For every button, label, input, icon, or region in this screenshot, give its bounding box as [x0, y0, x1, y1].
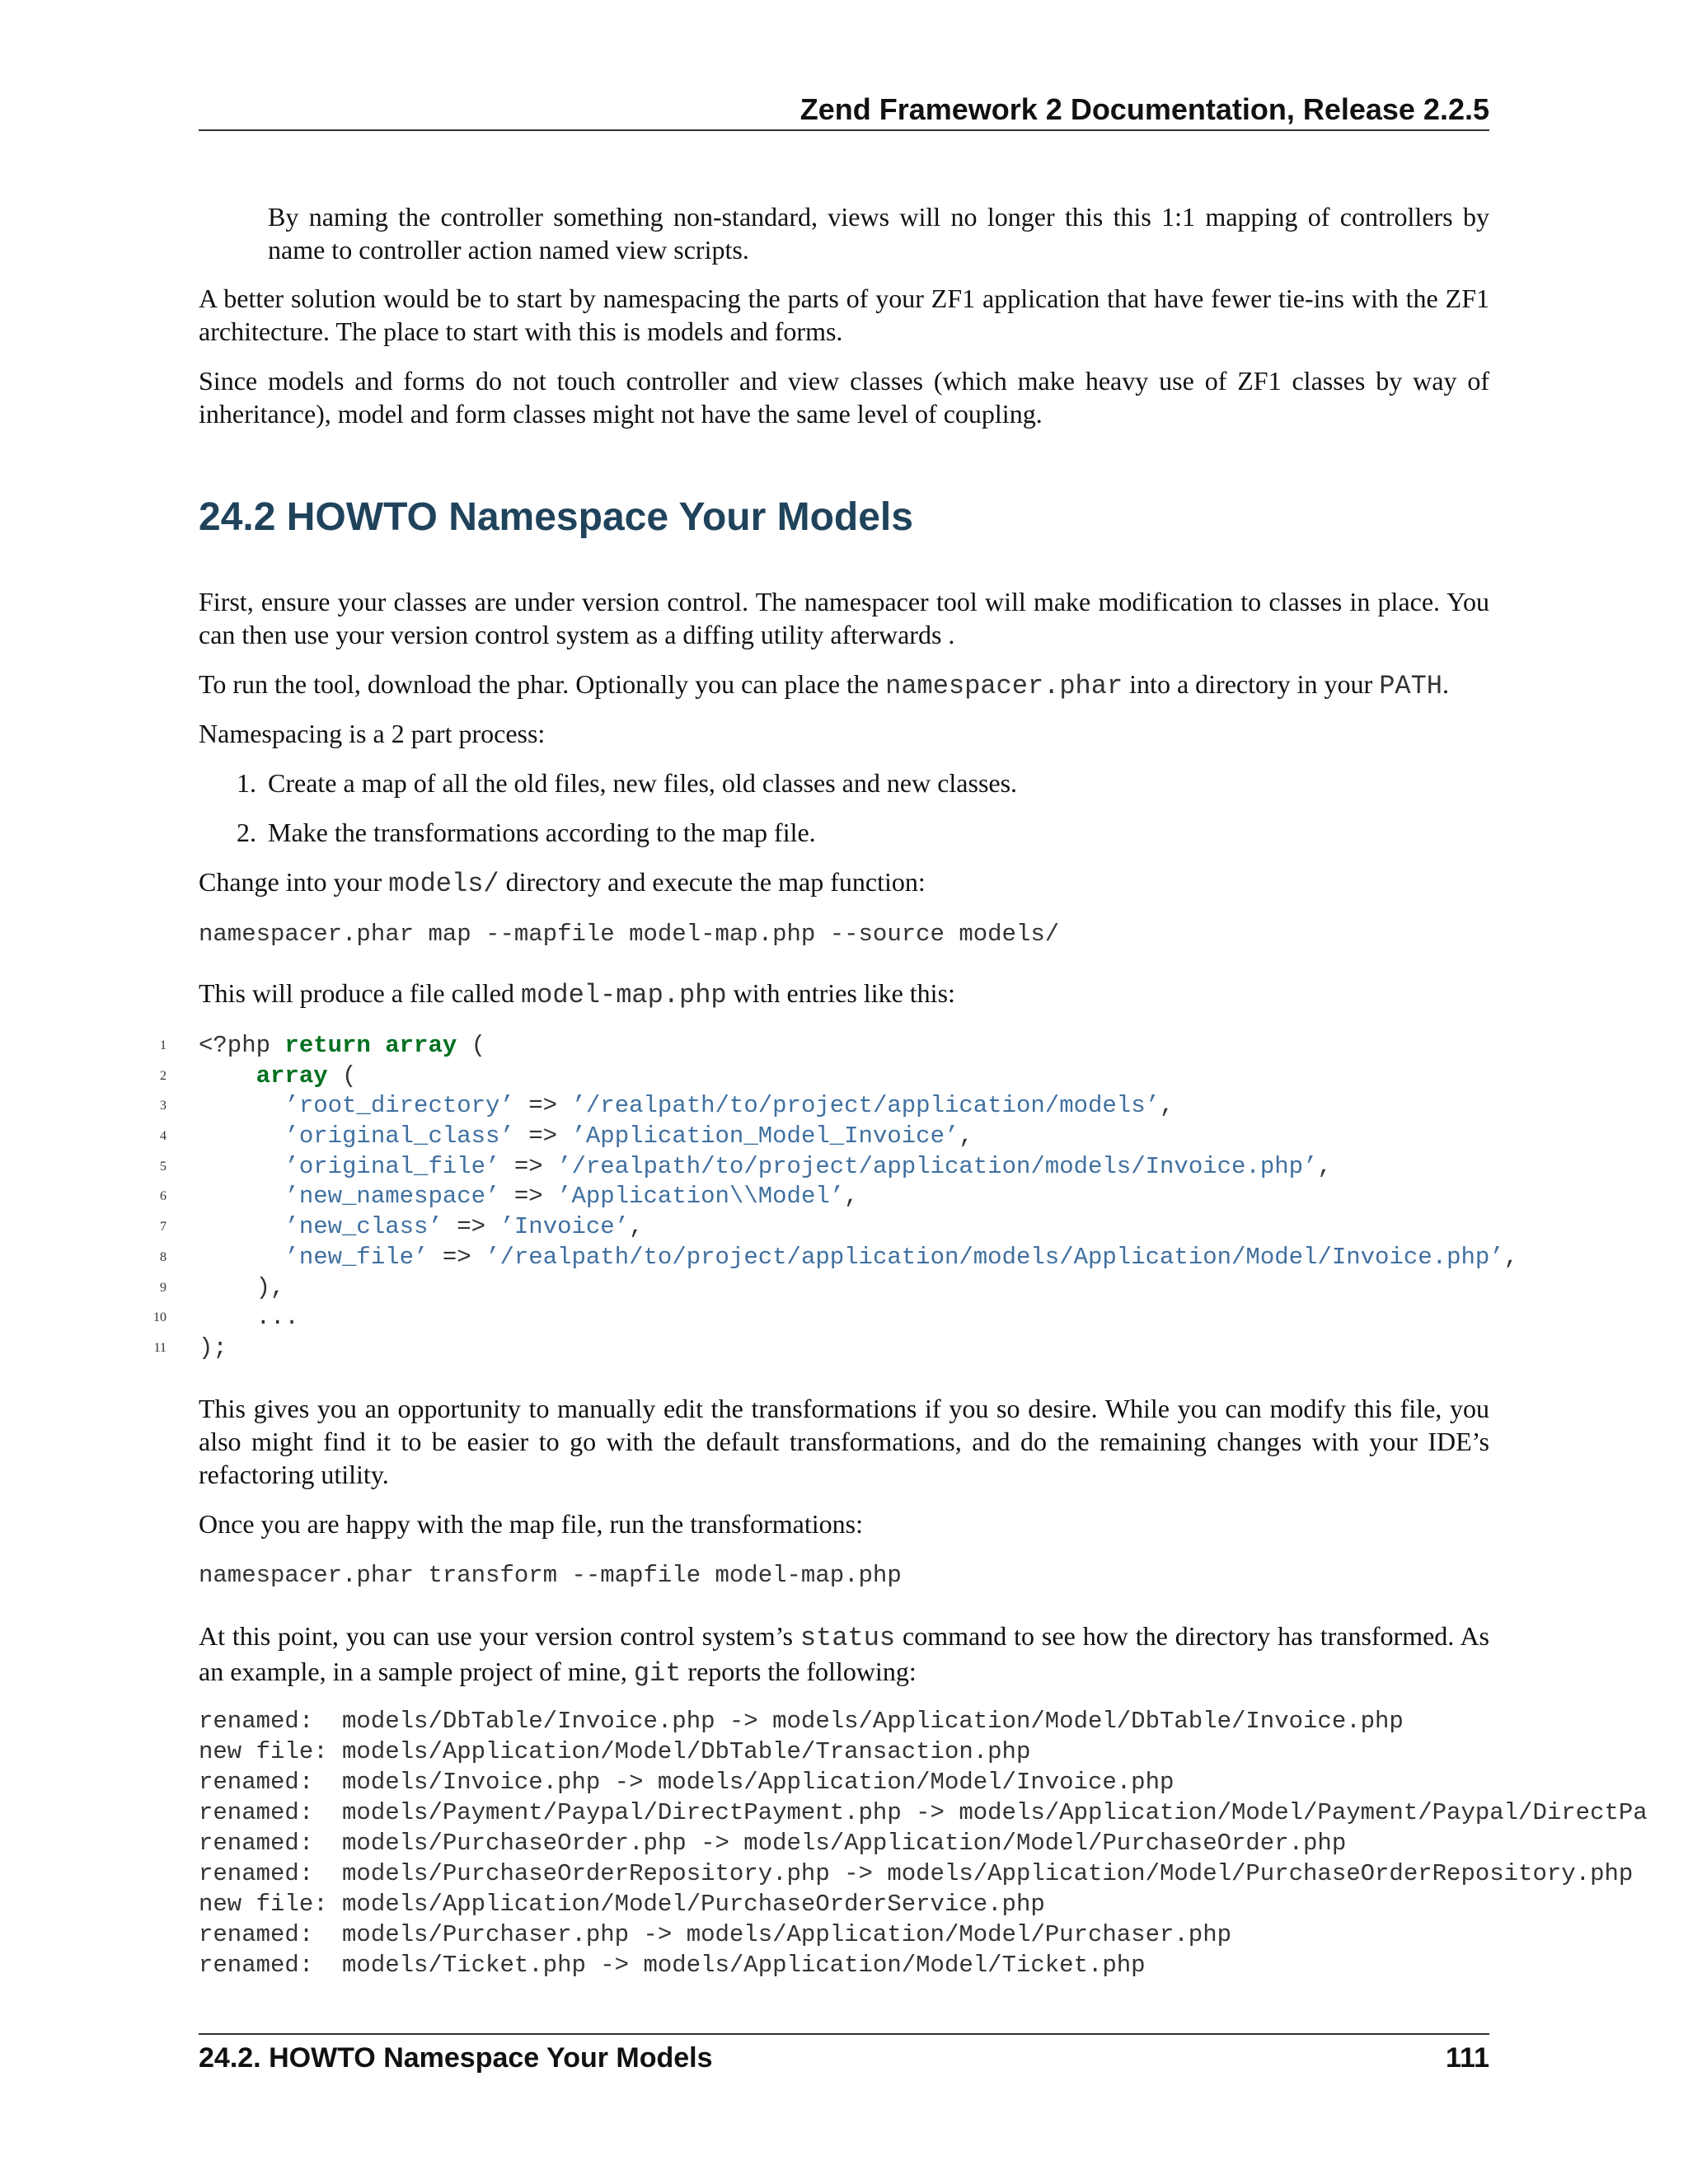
code-string: ’/realpath/to/project/application/models’: [571, 1092, 1160, 1120]
inline-code-models-dir: models/: [388, 869, 499, 899]
code-token: =>: [499, 1183, 558, 1211]
code-line: [0, 1031, 1688, 1062]
code-token: [199, 1244, 284, 1271]
code-line: [0, 1273, 1688, 1304]
code-token: ,: [1160, 1092, 1175, 1120]
code-token: ,: [959, 1122, 973, 1151]
inline-code-model-map: model-map.php: [520, 980, 727, 1010]
code-string: ’new_file’: [284, 1243, 429, 1271]
header-rule: [199, 129, 1489, 131]
section-paragraph-2: To run the tool, download the phar. Optionally you can place the namespacer.phar into a directory in your PATH.: [199, 669, 1449, 701]
git-output-line: renamed: models/Payment/Paypal/DirectPayment.php -> models/Application/Model/Payment/Paypal/DirectPa: [199, 1799, 1648, 1826]
code-token: [199, 1122, 284, 1150]
inline-code-status: status: [799, 1623, 896, 1653]
inline-code-git: git: [633, 1658, 682, 1689]
blockquote-note: By naming the controller something non-standard, views will no longer this this 1:1 mapping of controllers by name to controller action named view scripts.: [268, 202, 1489, 265]
code-token: =>: [499, 1152, 558, 1180]
code-token: );: [199, 1333, 227, 1361]
section-paragraph-6: This gives you an opportunity to manually edit the transformations if you so desire. While you can modify this file, you also might find it to be easier to go with the default transformations, and do the remaining changes with your IDE’s refactoring utility.: [199, 1394, 1489, 1489]
line-number: 9: [160, 1280, 166, 1295]
page-number: 111: [1446, 2042, 1489, 2074]
code-text: [199, 1243, 1518, 1273]
line-number: 11: [153, 1340, 166, 1355]
code-token: [199, 1153, 284, 1180]
code-token: [199, 1062, 256, 1090]
code-line: [0, 1333, 1688, 1364]
line-number: 6: [160, 1189, 166, 1204]
git-output-line: renamed: models/Purchaser.php -> models/Application/Model/Purchaser.php: [199, 1921, 1232, 1948]
code-string: ’original_class’: [284, 1122, 514, 1151]
code-token: [199, 1183, 284, 1210]
line-number: 5: [160, 1159, 166, 1174]
running-header: Zend Framework 2 Documentation, Release 2.2.5: [799, 92, 1489, 126]
code-keyword: array: [385, 1032, 457, 1059]
git-output-line: renamed: models/PurchaseOrderRepository.php -> models/Application/Model/PurchaseOrderRepository.php: [199, 1860, 1634, 1887]
git-output-line: new file: models/Application/Model/DbTable/Transaction.php: [199, 1738, 1031, 1765]
code-line: [0, 1303, 1688, 1333]
code-listing: [0, 1031, 1688, 1364]
code-keyword: array: [256, 1062, 328, 1090]
code-string: ’/realpath/to/project/application/models/Application/Model/Invoice.php’: [485, 1243, 1504, 1271]
git-output-line: renamed: models/DbTable/Invoice.php -> models/Application/Model/DbTable/Invoice.php: [199, 1708, 1404, 1735]
code-string: ’original_file’: [284, 1152, 500, 1180]
line-number: 1: [160, 1038, 166, 1052]
section-heading: 24.2 HOWTO Namespace Your Models: [199, 495, 913, 539]
line-number: 2: [160, 1068, 166, 1083]
line-number: 3: [160, 1099, 166, 1113]
code-token: ),: [199, 1273, 285, 1301]
code-line: [0, 1212, 1688, 1243]
code-token: =>: [513, 1122, 572, 1151]
code-text: [199, 1182, 859, 1212]
code-text: [199, 1333, 227, 1364]
line-number: 8: [160, 1249, 166, 1264]
command-transform: namespacer.phar transform --mapfile model-map.php: [199, 1562, 902, 1589]
code-line: [0, 1122, 1688, 1152]
footer-rule: [199, 2033, 1489, 2035]
footer-section-title: 24.2. HOWTO Namespace Your Models: [199, 2042, 713, 2074]
code-string: ’root_directory’: [284, 1092, 514, 1120]
line-number: 7: [160, 1220, 166, 1235]
code-text: [199, 1152, 1332, 1183]
code-token: =>: [513, 1092, 572, 1120]
code-token: ...: [199, 1304, 299, 1332]
code-string: ’Invoice’: [499, 1213, 630, 1241]
code-token: [199, 1213, 284, 1240]
code-token: (: [327, 1062, 357, 1090]
git-output-line: renamed: models/Ticket.php -> models/Application/Model/Ticket.php: [199, 1952, 1146, 1979]
section-paragraph-5: This will produce a file called model-map.php with entries like this:: [199, 978, 955, 1010]
code-token: =>: [442, 1213, 500, 1241]
code-string: ’new_namespace’: [284, 1183, 500, 1211]
section-paragraph-3: Namespacing is a 2 part process:: [199, 719, 546, 748]
section-paragraph-8: At this point, you can use your version control system’s status command to see how the directory has transformed. As an example, in a sample project of mine, git reports the following:: [199, 1621, 1490, 1689]
inline-code-namespacer-phar: namespacer.phar: [885, 671, 1123, 701]
line-number: 4: [160, 1129, 166, 1144]
code-token: ,: [1317, 1152, 1332, 1180]
command-map: namespacer.phar map --mapfile model-map.php --source models/: [199, 921, 1060, 948]
code-token: (: [457, 1032, 486, 1059]
code-text: [199, 1212, 644, 1243]
code-token: [371, 1032, 385, 1059]
code-string: ’/realpath/to/project/application/models/Invoice.php’: [557, 1152, 1318, 1180]
section-paragraph-4: Change into your models/ directory and execute the map function:: [199, 867, 926, 899]
git-output-line: renamed: models/Invoice.php -> models/Application/Model/Invoice.php: [199, 1769, 1175, 1796]
code-line: [0, 1091, 1688, 1122]
code-text: [199, 1122, 973, 1152]
list-item: 1. Create a map of all the old files, new files, old classes and new classes.: [237, 768, 1018, 798]
code-token: [199, 1092, 284, 1119]
code-line: [0, 1152, 1688, 1183]
code-string: ’Application\\Model’: [557, 1183, 845, 1211]
code-token: <?php: [199, 1032, 285, 1059]
code-text: [199, 1091, 1174, 1122]
code-text: [199, 1031, 485, 1062]
intro-paragraph-2: Since models and forms do not touch controller and view classes (which make heavy use of ZF1 classes by way of inheritance), model and form classes might not have the same level of coupling.: [199, 366, 1489, 429]
code-string: ’new_class’: [284, 1213, 443, 1241]
inline-code-path: PATH: [1379, 671, 1442, 701]
code-keyword: return: [284, 1032, 371, 1059]
section-paragraph-1: First, ensure your classes are under version control. The namespacer tool will make modification to classes in place. You can then use your version control system as a diffing utility afterwards .: [199, 587, 1489, 649]
git-output-line: renamed: models/PurchaseOrder.php -> models/Application/Model/PurchaseOrder.php: [199, 1830, 1347, 1857]
code-text: [199, 1303, 299, 1333]
code-token: ,: [1503, 1243, 1519, 1271]
code-line: [0, 1182, 1688, 1212]
code-token: =>: [428, 1243, 486, 1271]
code-token: ,: [629, 1213, 644, 1241]
code-line: [0, 1243, 1688, 1273]
code-token: ,: [844, 1183, 859, 1211]
code-text: [199, 1062, 356, 1092]
code-line: [0, 1062, 1688, 1092]
list-item: 2. Make the transformations according to the map file.: [237, 818, 816, 847]
code-string: ’Application_Model_Invoice’: [571, 1122, 959, 1151]
intro-paragraph-1: A better solution would be to start by namespacing the parts of your ZF1 application that have fewer tie-ins with the ZF1 architecture. The place to start with this is models and forms.: [199, 284, 1489, 346]
section-paragraph-7: Once you are happy with the map file, run the transformations:: [199, 1509, 863, 1539]
code-text: [199, 1273, 284, 1304]
git-status-output: [199, 1706, 1688, 1980]
line-number: 10: [153, 1310, 166, 1325]
git-output-line: new file: models/Application/Model/PurchaseOrderService.php: [199, 1891, 1045, 1918]
